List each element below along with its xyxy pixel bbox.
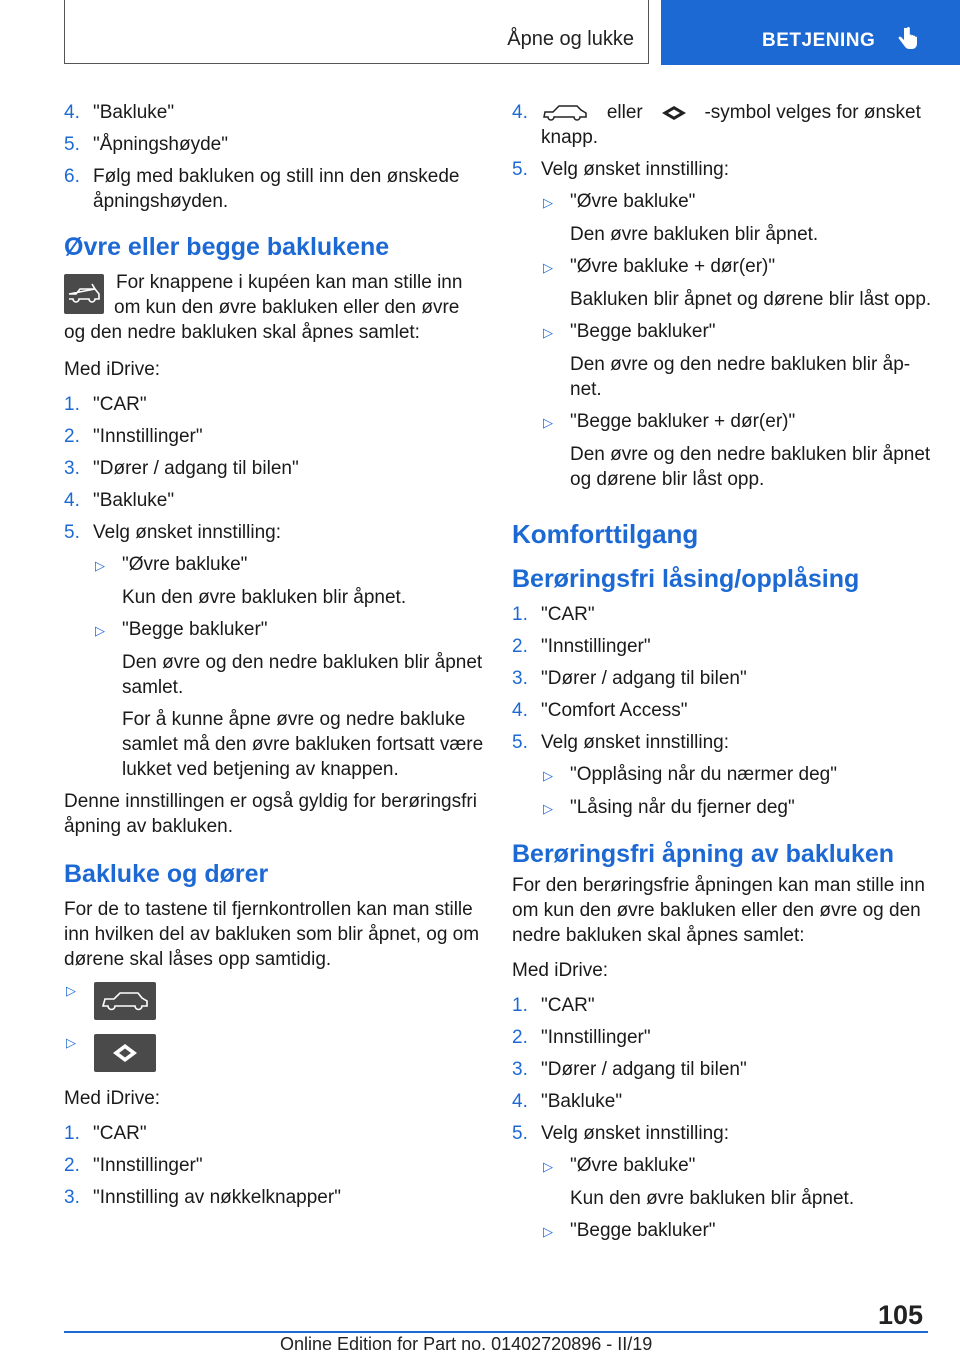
key-option-tailgate: [64, 982, 484, 1020]
header-section-tab: [661, 0, 960, 65]
triangle-bullet-icon: ▷: [543, 768, 553, 783]
triangle-bullet-icon: ▷: [543, 325, 553, 340]
option-description: Den øvre bakluken blir åpnet.: [570, 224, 819, 245]
list-item: 4. "Bakluke": [64, 490, 175, 511]
list-item: 5. Velg ønsket innstilling:: [64, 522, 281, 543]
list-item: 6. Følg med bakluken og still inn den ønskede åpningshøyden.: [64, 166, 460, 212]
option-description: Den øvre og den nedre bakluken blir åpnet og dørene blir låst opp.: [570, 444, 931, 490]
heading-comfort-access: Komforttilgang: [512, 519, 699, 549]
list-item: 5. Velg ønsket innstilling:: [512, 732, 729, 753]
option-item: ▷ "Øvre bakluke": [64, 552, 484, 578]
page-number: 105: [878, 1300, 924, 1330]
option-description: Den øvre og den nedre bakluken blir åpnet samlet.: [122, 652, 483, 698]
list-item: 1. "CAR": [64, 394, 147, 415]
car-outline-icon: [541, 103, 591, 123]
list-item: 1. "CAR": [64, 1123, 147, 1144]
list-item: 5. Velg ønsket innstilling:: [512, 1123, 729, 1144]
idrive-label: Med iDrive:: [64, 359, 161, 380]
car-tailgate-key-icon: [94, 982, 156, 1020]
list-item: 3. "Dører / adgang til bilen": [64, 458, 299, 479]
option-item: ▷ "Øvre bakluke": [512, 1153, 932, 1179]
list-item: 4. "Bakluke": [64, 102, 175, 123]
edition-label: Online Edition for Part no. 01402720896 - II/19: [280, 1334, 653, 1354]
option-item: ▷ "Låsing når du fjerner deg": [512, 795, 932, 821]
upper-tailgate-paragraph: For knappene i kupéen kan man stille inn om kun den øvre bakluken eller den øvre og den nedre bakluken skal åpnes samlet:: [64, 272, 463, 343]
diamond-key-icon: [94, 1034, 156, 1072]
triangle-bullet-icon: ▷: [543, 195, 553, 210]
option-item: ▷ "Begge bakluker + dør(er)": [512, 409, 932, 435]
open-paragraph: For den berøringsfrie åpningen kan man stille inn om kun den øvre bakluken eller den øvre og den nedre bakluken skal åpnes samlet:: [512, 875, 925, 946]
heading-keyless-open: Berøringsfri åpning av bakluken: [512, 840, 895, 868]
option-description: Kun den øvre bakluken blir åpnet.: [570, 1188, 855, 1209]
triangle-bullet-icon: ▷: [543, 260, 553, 275]
triangle-bullet-icon: ▷: [543, 415, 553, 430]
doors-paragraph: For de to tastene til fjernkontrollen kan man stille inn hvilken del av bakluken som blir åpnet, og om dørene skal låses opp samtidig.: [64, 899, 480, 970]
left-column: [64, 100, 484, 1217]
option-note: For å kunne åpne øvre og nedre bakluke samlet må den øvre bakluken fortsatt være lukket ved betjening av knappen.: [122, 709, 484, 780]
idrive-label: Med iDrive:: [64, 1088, 161, 1109]
list-item: 3. "Dører / adgang til bilen": [512, 668, 747, 689]
list-item: 5. "Åpningshøyde": [64, 134, 228, 155]
list-item: 3. "Innstilling av nøkkelknapper": [64, 1187, 341, 1208]
list-item: 2. "Innstillinger": [512, 636, 651, 657]
page-header: [0, 0, 960, 66]
triangle-bullet-icon: ▷: [543, 1224, 553, 1239]
triangle-bullet-icon: ▷: [95, 623, 105, 638]
section-title: BETJENING: [762, 30, 876, 51]
list-item: 2. "Innstillinger": [512, 1027, 651, 1048]
option-item: ▷ "Begge bakluker": [512, 319, 932, 345]
tailgate-button-icon: [64, 274, 104, 314]
list-item: 5. Velg ønsket innstilling:: [512, 159, 729, 180]
option-description: Bakluken blir åpnet og dørene blir låst opp.: [570, 289, 932, 310]
heading-tailgate-doors: Bakluke og dører: [64, 860, 269, 888]
footer-divider: [64, 1331, 928, 1333]
list-item: 1. "CAR": [512, 604, 595, 625]
option-item: ▷ "Begge bakluker": [64, 617, 484, 643]
list-item: 4. "Comfort Access": [512, 700, 688, 721]
option-item: ▷ "Opplåsing når du nærmer deg": [512, 762, 932, 788]
chapter-title: Åpne og lukke: [507, 28, 634, 50]
list-item: 2. "Innstillinger": [64, 1155, 203, 1176]
key-option-symbol: [64, 1034, 484, 1072]
idrive-label: Med iDrive:: [512, 960, 609, 981]
triangle-bullet-icon: ▷: [543, 1159, 553, 1174]
option-item: ▷ "Begge bakluker": [512, 1218, 932, 1244]
note-paragraph: Denne innstillingen er også gyldig for berøringsfri åpning av bakluken.: [64, 791, 477, 837]
triangle-bullet-icon: ▷: [543, 801, 553, 816]
header-title-box: [64, 0, 649, 64]
triangle-bullet-icon: ▷: [66, 1035, 76, 1050]
list-item: 1. "CAR": [512, 995, 595, 1016]
right-column: [512, 100, 932, 1251]
list-item: 4. "Bakluke": [512, 1091, 623, 1112]
list-item: 3. "Dører / adgang til bilen": [512, 1059, 747, 1080]
option-item: ▷ "Øvre bakluke + dør(er)": [512, 254, 932, 280]
list-item: 2. "Innstillinger": [64, 426, 203, 447]
triangle-bullet-icon: ▷: [95, 558, 105, 573]
option-item: ▷ "Øvre bakluke": [512, 189, 932, 215]
heading-upper-tailgates: Øvre eller begge baklukene: [64, 233, 390, 261]
triangle-bullet-icon: ▷: [66, 983, 76, 998]
list-item: 4. eller -symbol velges for ønsket knapp.: [512, 102, 921, 148]
heading-keyless-lock: Berøringsfri låsing/opplåsing: [512, 565, 860, 593]
diamond-symbol-icon: [659, 103, 689, 123]
option-description: Den øvre og den nedre bakluken blir åpnet.: [570, 354, 911, 400]
option-description: Kun den øvre bakluken blir åpnet.: [122, 587, 407, 608]
hand-pointer-icon: [895, 26, 919, 54]
